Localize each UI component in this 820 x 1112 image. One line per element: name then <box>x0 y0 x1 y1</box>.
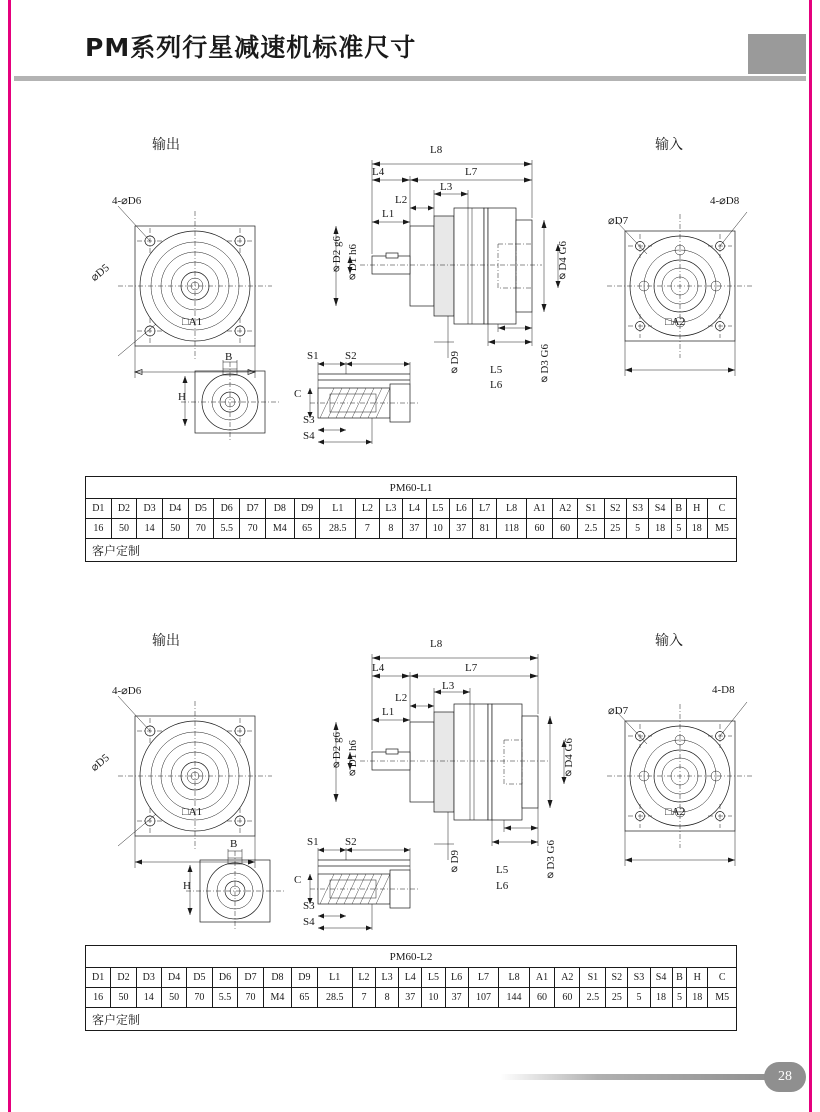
table-cell: 50 <box>162 519 188 539</box>
label-s1-2: S1 <box>307 836 319 848</box>
table-cell: 8 <box>376 988 399 1008</box>
table-cell: 107 <box>468 988 499 1008</box>
table-cell: 118 <box>496 519 526 539</box>
table-column-header: L7 <box>473 499 496 519</box>
table-note: 客户定制 <box>86 1008 737 1031</box>
label-a1-2: □A1 <box>182 806 203 818</box>
rear-view-drawing-1 <box>595 206 785 406</box>
table-column-header: L1 <box>320 499 356 519</box>
page-header <box>0 0 820 78</box>
table-cell: 70 <box>187 988 212 1008</box>
table-column-header: L2 <box>352 968 375 988</box>
label-d9-2: ⌀D9 <box>449 850 461 877</box>
table-cell: 25 <box>604 519 626 539</box>
dimension-table-1 <box>85 476 737 562</box>
label-l4-2: L4 <box>372 662 385 674</box>
header-tab-block <box>748 34 806 74</box>
label-c-1: C <box>294 388 302 400</box>
table-cell: 81 <box>473 519 496 539</box>
table-header-row <box>86 499 737 519</box>
table-cell: 16 <box>86 519 112 539</box>
label-l5-2: L5 <box>496 864 509 876</box>
label-a2-2: □A2 <box>665 806 686 818</box>
label-d5-2: ⌀D5 <box>88 751 112 774</box>
table-column-header: L8 <box>499 968 530 988</box>
table-model-name: PM60-L1 <box>86 477 737 499</box>
label-b-1: B <box>225 351 233 363</box>
label-l7-1: L7 <box>465 166 478 178</box>
label-d9-1: ⌀D9 <box>449 351 461 378</box>
label-l7-2: L7 <box>465 662 478 674</box>
label-d2-1: ⌀D2 g6 <box>331 236 343 277</box>
table-column-header: D4 <box>162 499 188 519</box>
label-s1-1: S1 <box>307 350 319 362</box>
table-column-header: D6 <box>212 968 238 988</box>
table-cell: M4 <box>263 988 292 1008</box>
label-l4-1: L4 <box>372 166 385 178</box>
label-s4-1: S4 <box>303 430 315 442</box>
table-note: 客户定制 <box>86 539 737 562</box>
label-output-2: 输出 <box>152 634 180 649</box>
table-column-header: D8 <box>263 968 292 988</box>
table-cell: 37 <box>403 519 426 539</box>
table-column-header: S4 <box>650 968 672 988</box>
table-cell: 60 <box>555 988 580 1008</box>
table-cell: 65 <box>294 519 320 539</box>
table-column-header: L3 <box>379 499 402 519</box>
table-cell: 7 <box>356 519 379 539</box>
table-column-header: L6 <box>445 968 468 988</box>
label-d4-2: ⌀D4 G6 <box>563 738 575 781</box>
table-column-header: D8 <box>265 499 294 519</box>
label-a1-1: □A1 <box>182 316 203 328</box>
label-d7-1: ⌀D7 <box>608 215 629 227</box>
table-column-header: L3 <box>376 968 399 988</box>
label-d5-1: ⌀D5 <box>88 261 112 284</box>
table-column-header: S2 <box>604 499 626 519</box>
table-column-header: B <box>672 968 687 988</box>
rear-view-drawing-2 <box>595 696 785 896</box>
label-l2-1: L2 <box>395 194 408 206</box>
table-column-header: L8 <box>496 499 526 519</box>
table-column-header: A2 <box>555 968 580 988</box>
header-divider <box>14 76 806 81</box>
label-h-2: H <box>183 880 191 892</box>
table-cell: 25 <box>606 988 628 1008</box>
label-4xd8-2: 4-D8 <box>712 684 735 696</box>
table-column-header: D9 <box>294 499 320 519</box>
table-cell: 5.5 <box>212 988 238 1008</box>
table-column-header: S1 <box>580 968 606 988</box>
table-column-header: S3 <box>626 499 648 519</box>
table-column-header: A1 <box>527 499 553 519</box>
table-column-header: D2 <box>111 968 136 988</box>
label-l8-2: L8 <box>430 638 443 650</box>
table-cell: 5 <box>671 519 686 539</box>
table-cell: 70 <box>240 519 266 539</box>
table-column-header: D7 <box>238 968 263 988</box>
table-cell: 8 <box>379 519 402 539</box>
label-l8-1: L8 <box>430 144 443 156</box>
table-note-row <box>86 539 737 562</box>
table-column-header: L2 <box>356 499 379 519</box>
table-column-header: D1 <box>86 499 112 519</box>
keyway-detail-1 <box>300 354 440 449</box>
table-column-header: H <box>687 968 708 988</box>
label-d7-2: ⌀D7 <box>608 705 629 717</box>
table-column-header: C <box>708 968 737 988</box>
label-c-2: C <box>294 874 302 886</box>
table-cell: 18 <box>650 988 672 1008</box>
label-d4-1: ⌀D4 G6 <box>557 241 569 284</box>
table-cell: 60 <box>527 519 553 539</box>
table-column-header: D9 <box>292 968 317 988</box>
label-4xd6-1: 4-⌀D6 <box>112 195 142 207</box>
label-l1-2: L1 <box>382 706 395 718</box>
label-s2-1: S2 <box>345 350 357 362</box>
label-l2-2: L2 <box>395 692 408 704</box>
table-column-header: D2 <box>111 499 137 519</box>
label-b-2: B <box>230 838 238 850</box>
table-column-header: D1 <box>86 968 111 988</box>
label-l5-1: L5 <box>490 364 503 376</box>
label-d2-2: ⌀D2 g6 <box>331 732 343 773</box>
table-header-row <box>86 968 737 988</box>
table-cell: 5 <box>672 988 687 1008</box>
page-number: 28 <box>764 1062 806 1092</box>
table-model-row <box>86 477 737 499</box>
table-column-header: D3 <box>136 968 161 988</box>
table-cell: 70 <box>188 519 214 539</box>
label-d1-2: ⌀D1 h6 <box>347 740 359 781</box>
label-d1-1: ⌀D1 h6 <box>347 244 359 285</box>
table-column-header: B <box>671 499 686 519</box>
table-cell: 37 <box>445 988 468 1008</box>
table-column-header: A2 <box>552 499 578 519</box>
table-column-header: L1 <box>317 968 352 988</box>
shaft-end-view-2 <box>180 845 300 935</box>
label-l1-1: L1 <box>382 208 395 220</box>
label-s3-2: S3 <box>303 900 315 912</box>
table-cell: 14 <box>137 519 163 539</box>
table-column-header: S4 <box>649 499 671 519</box>
label-l6-1: L6 <box>490 379 503 391</box>
drawing-section-2 <box>0 600 820 1060</box>
table-cell: 144 <box>499 988 530 1008</box>
label-a2-1: □A2 <box>665 316 686 328</box>
label-h-1: H <box>178 391 186 403</box>
table-cell: 16 <box>86 988 111 1008</box>
table-column-header: L5 <box>422 968 445 988</box>
table-model-name: PM60-L2 <box>86 946 737 968</box>
label-input-1: 输入 <box>655 138 683 153</box>
label-l3-2: L3 <box>442 680 455 692</box>
table-column-header: D7 <box>240 499 266 519</box>
table-cell: 10 <box>426 519 449 539</box>
label-input-2: 输入 <box>655 634 683 649</box>
table-row <box>86 988 737 1008</box>
table-row <box>86 519 737 539</box>
label-d3-1: ⌀D3 G6 <box>539 344 551 387</box>
side-view-drawing-1 <box>320 146 620 376</box>
table-cell: 2.5 <box>578 519 604 539</box>
table-model-row <box>86 946 737 968</box>
table-cell: 60 <box>529 988 554 1008</box>
table-cell: M4 <box>265 519 294 539</box>
table-cell: 18 <box>686 519 707 539</box>
table-cell: 50 <box>111 519 137 539</box>
keyway-detail-2 <box>300 840 440 935</box>
drawing-section-1 <box>0 96 820 596</box>
page-title: PM系列行星减速机标准尺寸 <box>85 33 417 62</box>
table-cell: 37 <box>450 519 473 539</box>
table-cell: 37 <box>399 988 422 1008</box>
table-cell: M5 <box>708 988 737 1008</box>
label-d3-2: ⌀D3 G6 <box>545 840 557 883</box>
table-column-header: L7 <box>468 968 499 988</box>
table-cell: 50 <box>161 988 186 1008</box>
table-column-header: D3 <box>137 499 163 519</box>
table-cell: 5 <box>628 988 650 1008</box>
table-column-header: L6 <box>450 499 473 519</box>
table-cell: 50 <box>111 988 136 1008</box>
table-cell: 7 <box>352 988 375 1008</box>
table-column-header: D4 <box>161 968 186 988</box>
table-cell: 28.5 <box>317 988 352 1008</box>
label-4xd8-1: 4-⌀D8 <box>710 195 740 207</box>
table-column-header: L4 <box>403 499 426 519</box>
table-cell: 5 <box>626 519 648 539</box>
table-note-row <box>86 1008 737 1031</box>
table-cell: 65 <box>292 988 317 1008</box>
table-column-header: D5 <box>188 499 214 519</box>
label-s4-2: S4 <box>303 916 315 928</box>
table-cell: 28.5 <box>320 519 356 539</box>
table-cell: 18 <box>687 988 708 1008</box>
label-s3-1: S3 <box>303 414 315 426</box>
table-column-header: L4 <box>399 968 422 988</box>
label-4xd6-2: 4-⌀D6 <box>112 685 142 697</box>
table-column-header: C <box>707 499 736 519</box>
table-column-header: L5 <box>426 499 449 519</box>
table-cell: M5 <box>707 519 736 539</box>
shaft-end-view-1 <box>175 356 295 446</box>
footer-decoration-bar <box>500 1074 780 1080</box>
label-s2-2: S2 <box>345 836 357 848</box>
table-cell: 18 <box>649 519 671 539</box>
table-column-header: S3 <box>628 968 650 988</box>
table-column-header: H <box>686 499 707 519</box>
table-cell: 5.5 <box>214 519 240 539</box>
table-cell: 14 <box>136 988 161 1008</box>
table-column-header: A1 <box>529 968 554 988</box>
table-column-header: D6 <box>214 499 240 519</box>
label-l3-1: L3 <box>440 181 453 193</box>
dimension-table-2 <box>85 945 737 1031</box>
table-cell: 2.5 <box>580 988 606 1008</box>
label-l6-2: L6 <box>496 880 509 892</box>
table-column-header: D5 <box>187 968 212 988</box>
table-cell: 10 <box>422 988 445 1008</box>
table-cell: 70 <box>238 988 263 1008</box>
label-output-1: 输出 <box>152 138 180 153</box>
table-column-header: S1 <box>578 499 604 519</box>
table-cell: 60 <box>552 519 578 539</box>
table-column-header: S2 <box>606 968 628 988</box>
